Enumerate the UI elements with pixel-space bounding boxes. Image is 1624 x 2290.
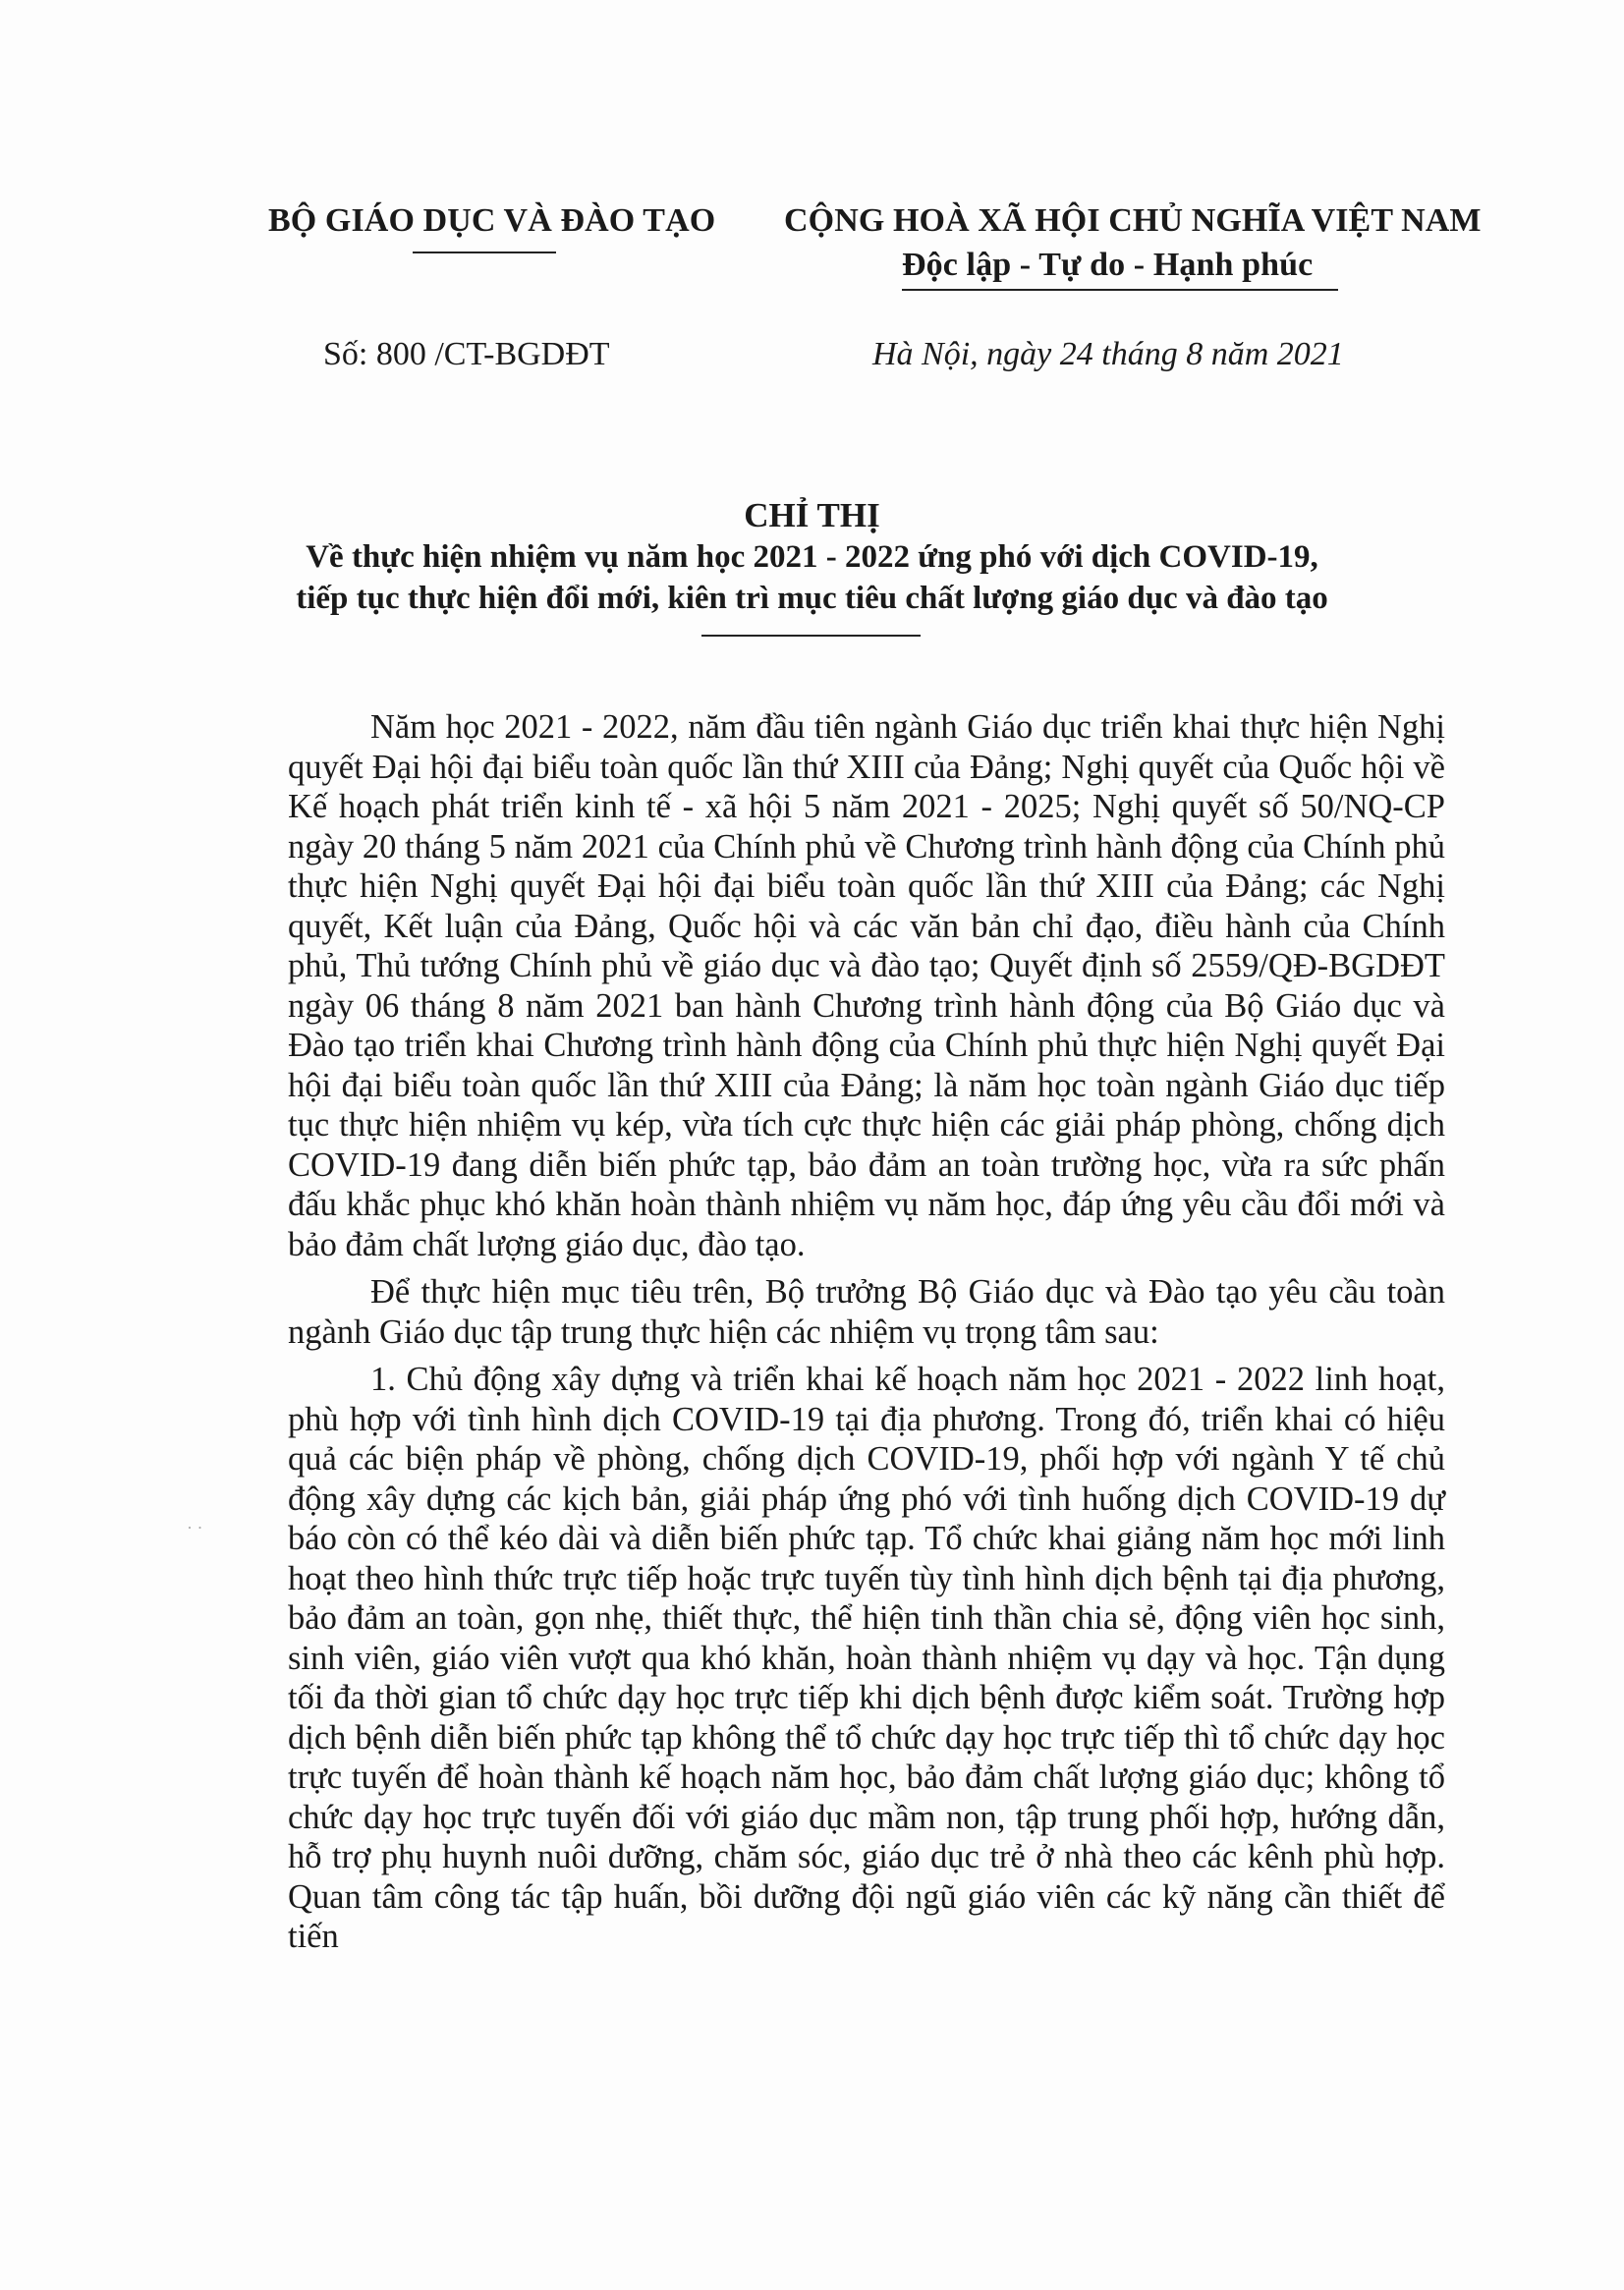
ministry-name: BỘ GIÁO DỤC VÀ ĐÀO TẠO xyxy=(268,202,716,239)
national-motto: Độc lập - Tự do - Hạnh phúc xyxy=(902,247,1314,283)
place-and-date: Hà Nội, ngày 24 tháng 8 năm 2021 xyxy=(872,336,1344,372)
document-subject-line-1: Về thực hiện nhiệm vụ năm học 2021 - 2022 ứng phó với dịch COVID-19, xyxy=(306,539,1318,575)
ministry-underline xyxy=(413,251,556,253)
republic-name: CỘNG HOÀ XÃ HỘI CHỦ NGHĨA VIỆT NAM xyxy=(784,202,1482,239)
document-subject-line-2: tiếp tục thực hiện đổi mới, kiên trì mục tiêu chất lượng giáo dục và đào tạo xyxy=(296,581,1328,616)
body-paragraph-intro: Năm học 2021 - 2022, năm đầu tiên ngành Giáo dục triển khai thực hiện Nghị quyết Đại hội đại biểu toàn quốc lần thứ XIII của Đảng; Nghị quyết của Quốc hội về Kế hoạch phát triển kinh tế - xã hội 5 năm 2021 - 2025; Nghị quyết số 50/NQ-CP ngày 20 tháng 5 năm 2021 của Chính phủ về Chương trình hành động của Chính phủ thực hiện Nghị quyết Đại hội đại biểu toàn quốc lần thứ XIII của Đảng; các Nghị quyết, Kết luận của Đảng, Quốc hội và các văn bản chỉ đạo, điều hành của Chính phủ, Thủ tướng Chính phủ về giáo dục và đào tạo; Quyết định số 2559/QĐ-BGDĐT ngày 06 tháng 8 năm 2021 ban hành Chương trình hành động của Bộ Giáo dục và Đào tạo triển khai Chương trình hành động của Chính phủ thực hiện Nghị quyết Đại hội đại biểu toàn quốc lần thứ XIII của Đảng; là năm học toàn ngành Giáo dục tiếp tục thực hiện nhiệm vụ kép, vừa tích cực thực hiện các giải pháp phòng, chống dịch COVID-19 đang diễn biến phức tạp, bảo đảm an toàn trường học, vừa ra sức phấn đấu khắc phục khó khăn hoàn thành nhiệm vụ năm học, đáp ứng yêu cầu đổi mới và bảo đảm chất lượng giáo dục, đào tạo. xyxy=(288,708,1445,1263)
scan-artifact: · · xyxy=(187,1518,203,1537)
motto-underline xyxy=(902,289,1338,291)
document-body xyxy=(288,707,1445,1957)
body-paragraph-directive: Để thực hiện mục tiêu trên, Bộ trưởng Bộ Giáo dục và Đào tạo yêu cầu toàn ngành Giáo dục tập trung thực hiện các nhiệm vụ trọng tâm sau: xyxy=(288,1273,1445,1351)
body-paragraph-item-1: 1. Chủ động xây dựng và triển khai kế hoạch năm học 2021 - 2022 linh hoạt, phù hợp với tình hình dịch COVID-19 tại địa phương. Trong đó, triển khai có hiệu quả các biện pháp về phòng, chống dịch COVID-19, phối hợp với ngành Y tế chủ động xây dựng các kịch bản, giải pháp ứng phó với tình huống dịch COVID-19 dự báo còn có thể kéo dài và diễn biến phức tạp. Tổ chức khai giảng năm học mới linh hoạt theo hình thức trực tiếp hoặc trực tuyến tùy tình hình dịch bệnh tại địa phương, bảo đảm an toàn, gọn nhẹ, thiết thực, thể hiện tinh thần chia sẻ, động viên học sinh, sinh viên, giáo viên vượt qua khó khăn, hoàn thành nhiệm vụ dạy và học. Tận dụng tối đa thời gian tổ chức dạy học trực tiếp khi dịch bệnh được kiểm soát. Trường hợp dịch bệnh diễn biến phức tạp không thể tổ chức dạy học trực tiếp thì tổ chức dạy học trực tuyến để hoàn thành kế hoạch năm học, bảo đảm chất lượng giáo dục; không tổ chức dạy học trực tuyến đối với giáo dục mầm non, tập trung phối hợp, hướng dẫn, hỗ trợ phụ huynh nuôi dưỡng, chăm sóc, giáo dục trẻ ở nhà theo các kênh phù hợp. Quan tâm công tác tập huấn, bồi dưỡng đội ngũ giáo viên các kỹ năng cần thiết để tiến xyxy=(288,1361,1445,1955)
title-underline xyxy=(701,635,921,637)
document-type: CHỈ THỊ xyxy=(744,496,880,534)
document-number: Số: 800 /CT-BGDĐT xyxy=(323,336,610,372)
